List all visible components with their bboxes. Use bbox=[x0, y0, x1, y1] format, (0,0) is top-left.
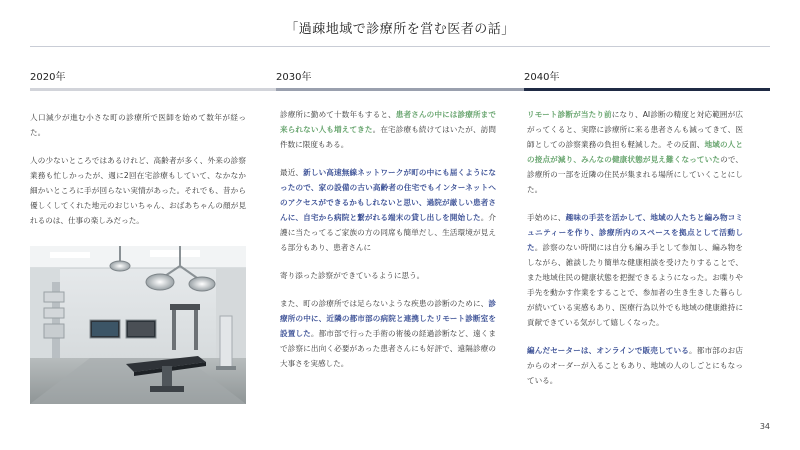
column-2020-text bbox=[30, 110, 246, 241]
title-divider bbox=[30, 46, 770, 47]
body-text: 。介護に当たってるご家族の方の同席も簡単だし、生活環境が見える部分もあり、患者さんに bbox=[280, 213, 496, 252]
highlighted-text: リモート診断が当たり前 bbox=[527, 110, 612, 119]
highlighted-text: 診療所の中に、近隣の都市部の病院と連携したリモート診断室を設置した bbox=[280, 299, 496, 338]
paragraph bbox=[30, 153, 246, 228]
operating-room-photo bbox=[30, 246, 246, 404]
body-text: また、町の診療所では足らないような疾患の診断のために、 bbox=[280, 299, 489, 308]
page-number: 34 bbox=[759, 422, 770, 431]
paragraph bbox=[527, 210, 743, 330]
body-text: 診療所に勤めて十数年もすると、 bbox=[280, 110, 396, 119]
highlighted-text: 編んだセーターは、オンラインで販売している bbox=[527, 346, 689, 355]
body-text: 。都市部で行った手術の術後の経過診断など、遠くまで診察に出向く必要があった患者さんにも好評で、遠隔診療の大事さを実感した。 bbox=[280, 329, 496, 368]
page-title: 「過疎地域で診療所を営む医者の話」 bbox=[285, 22, 515, 37]
timeline-bar-2040 bbox=[524, 88, 770, 91]
year-label-2020: 2020年 bbox=[30, 72, 66, 83]
paragraph bbox=[280, 268, 496, 283]
column-2040-text bbox=[527, 107, 743, 401]
highlighted-text: 地域の人との接点が減り、みんなの健康状態が見え難くなっていた bbox=[527, 140, 743, 164]
year-label-2030: 2030年 bbox=[276, 72, 312, 83]
paragraph bbox=[280, 296, 496, 371]
column-2030-text bbox=[280, 107, 496, 384]
paragraph bbox=[30, 110, 246, 140]
paragraph bbox=[527, 107, 743, 197]
timeline-bar-2030 bbox=[276, 88, 524, 91]
body-text: 手始めに、 bbox=[527, 213, 566, 222]
paragraph bbox=[280, 165, 496, 255]
body-text: 。診察のない時間には自分も編み手として参加し、編み物をしながら、雑談したり簡単な健康相談を受けたりすることで、また地域住民の健康状態を把握できるようになった。お喋りや手先を動かす作業をすることで、参加者の生き生きした暮らしが続いている実感もあり、医療行為以外でも地域の健康維持に貢献できている気がして嬉しくなった。 bbox=[527, 243, 743, 327]
timeline-bar-2020 bbox=[30, 88, 276, 91]
body-text: ので、診療所の一部を近隣の住民が集まれる場所にしていくことにした。 bbox=[527, 155, 743, 194]
highlighted-text: 新しい高速無線ネットワークが町の中にも届くようになったので、家の設備の古い高齢者の住宅でもインターネットへのアクセスができるかもしれないと思い、過院が厳しい患者さんに、自宅から病院と繋がれる端末の貸し出しを開始した bbox=[280, 168, 496, 222]
body-text: 人の少ないところではあるけれど、高齢者が多く、外来の診察業務も忙しかったが、週に2回在宅診療もしていて、なかなか細かいところに手が回らない実情があった。それでも、昔から優しくしてくれた地元のおじいちゃん、おばあちゃんの顔が見れるのは、仕事の楽しみだった。 bbox=[30, 156, 246, 225]
body-text: 。都市部のお店からのオーダーが入ることもあり、地域の人のしごとにもなっている。 bbox=[527, 346, 744, 385]
paragraph bbox=[280, 107, 496, 152]
body-text: 。在宅診療も続けてはいたが、訪問件数に限度もある。 bbox=[280, 125, 496, 149]
body-text: 寄り添った診察ができているように思う。 bbox=[280, 271, 425, 280]
year-label-2040: 2040年 bbox=[524, 72, 560, 83]
body-text: になり、AI診断の精度と対応範囲が広がってくると、実際に診療所に来る患者さんも減ってきて、医師としての診察業務の負担も軽減した。その反面、 bbox=[527, 110, 743, 149]
body-text: 人口減少が進む小さな町の診療所で医師を始めて数年が経った。 bbox=[30, 113, 246, 137]
highlighted-text: 患者さんの中には診療所まで来られない人も増えてきた bbox=[280, 110, 496, 134]
body-text: 最近、 bbox=[280, 168, 304, 177]
highlighted-text: 趣味の手芸を活かして、地域の人たちと編み物コミュニティーを作り、診療所内のスペースを拠点として活動した bbox=[527, 213, 743, 252]
paragraph bbox=[527, 343, 743, 388]
